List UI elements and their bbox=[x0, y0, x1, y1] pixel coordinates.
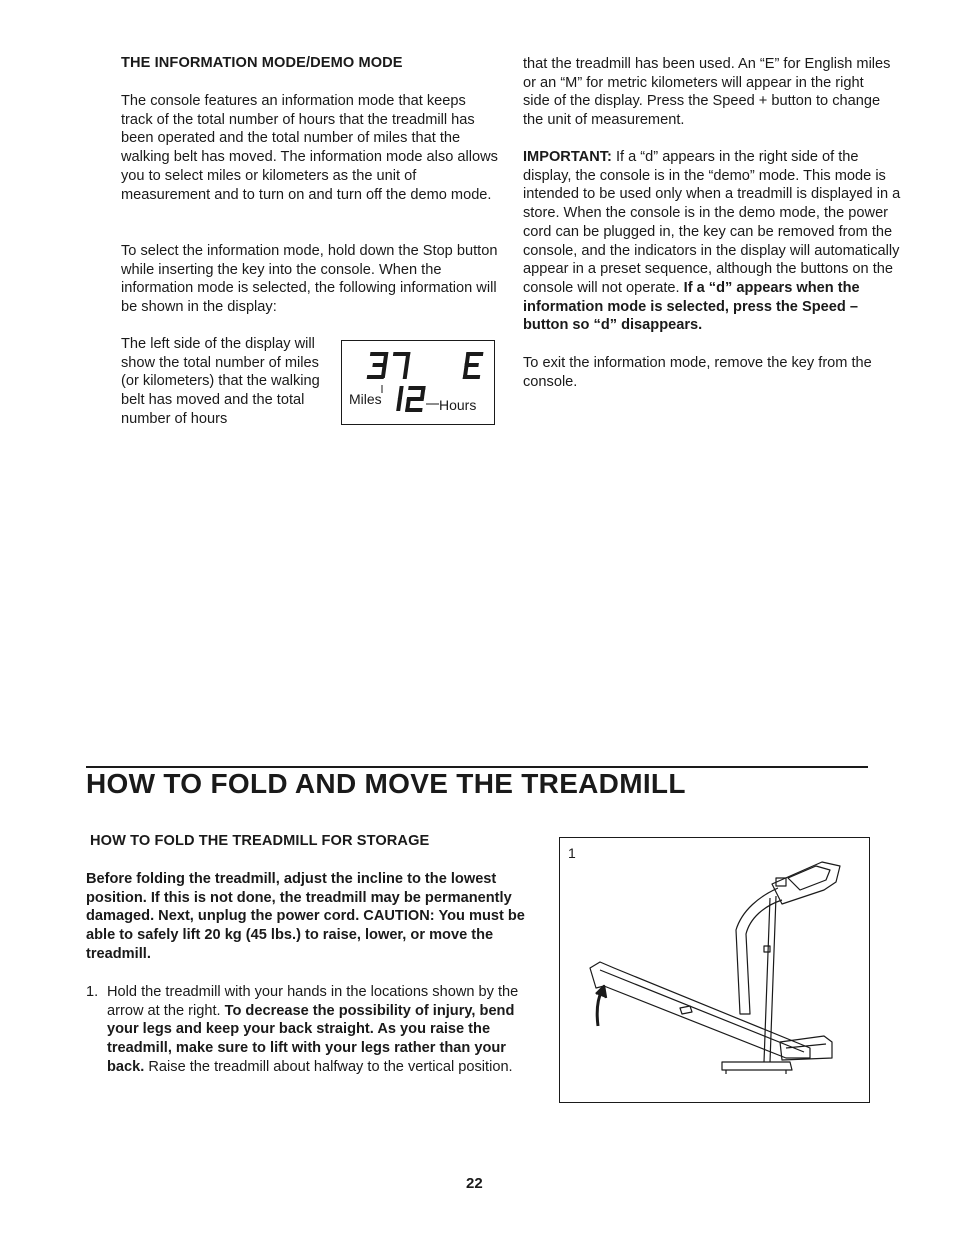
step-1-bold: To decrease the possibility of injury, bend your legs and keep your back straight. As you raise the treadmill, make sure to lift with your legs rather than your back. bbox=[107, 1002, 515, 1075]
important-text: If a “d” appears in the right side of the display, the console is in the “demo” mode. This mode is intended to be used only when a treadmill is displayed in a store. When the console is in the demo mode, the power cord can be plugged in, the key can be removed from the console, and the indicators in the display will automatically appear in a preset sequence, although the buttons on the console will not operate. bbox=[523, 149, 901, 296]
exit-paragraph: To exit the information mode, remove the key from the console. bbox=[523, 355, 872, 390]
info-mode-heading: THE INFORMATION MODE/DEMO MODE bbox=[121, 55, 403, 71]
treadmill-illustration bbox=[560, 838, 868, 1101]
step-1-text bbox=[107, 983, 535, 1077]
step-1-number: 1. bbox=[86, 984, 99, 1000]
treadmill-base bbox=[722, 1062, 792, 1070]
fold-section-title: HOW TO FOLD AND MOVE THE TREADMILL bbox=[86, 768, 686, 799]
info-mode-paragraph-2: To select the information mode, hold down the Stop button while inserting the key into the console. When the information mode is selected, the following information will be shown in the display: bbox=[121, 243, 498, 316]
info-mode-paragraph-3: The left side of the display will show the total number of miles (or kilometers) that the walking belt has moved and the total number of hours bbox=[121, 336, 320, 427]
important-bold-text: If a “d” appears when the information mode is selected, press the Speed – button so “d” disappears. bbox=[523, 279, 860, 334]
treadmill-figure bbox=[559, 837, 870, 1103]
miles-label: Miles bbox=[349, 391, 382, 407]
important-paragraph bbox=[523, 148, 907, 335]
figure-number: 1 bbox=[568, 845, 576, 861]
step-1-text-b: Raise the treadmill about halfway to the vertical position. bbox=[148, 1058, 513, 1075]
fold-subheading: HOW TO FOLD THE TREADMILL FOR STORAGE bbox=[90, 833, 430, 849]
unit-paragraph: that the treadmill has been used. An “E” for English miles or an “M” for metric kilometers will appear in the right side of the display. Press the Speed + button to change the unit of measurement. bbox=[523, 56, 891, 129]
page-number: 22 bbox=[466, 1175, 483, 1192]
console-display-figure bbox=[341, 340, 495, 425]
hours-digits bbox=[396, 386, 426, 412]
hours-label: Hours bbox=[439, 397, 477, 413]
important-label: IMPORTANT: bbox=[523, 149, 612, 165]
miles-digits bbox=[367, 352, 484, 379]
fold-warning: Before folding the treadmill, adjust the incline to the lowest position. If this is not done, the treadmill may be permanently damaged. Next, unplug the power cord. CAUTION: You must be able to safely lift 20 kg (45 lbs.) to raise, lower, or move the treadmill. bbox=[86, 871, 525, 962]
console bbox=[772, 862, 840, 904]
step-1-text-a: Hold the treadmill with your hands in the locations shown by the arrow at the right. bbox=[107, 984, 519, 1019]
info-mode-paragraph-1: The console features an information mode that keeps track of the total number of hours that the treadmill has been operated and the total number of miles that the walking belt has moved. The information mode also allows you to select miles or kilometers as the unit of measurement and to turn on and turn off the demo mode. bbox=[121, 93, 498, 203]
